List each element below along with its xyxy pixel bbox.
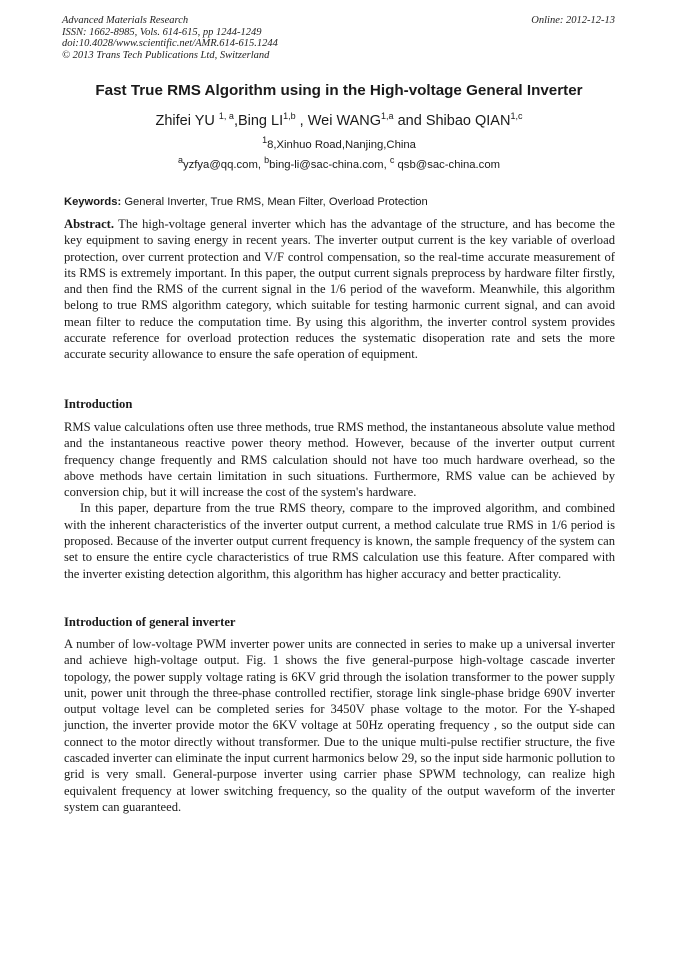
paragraph: RMS value calculations often use three methods, true RMS method, the instantaneous absolute value method and the instantaneous reactive power theory method. However, because of the inverter output current frequency change frequently and RMS calculation should not have too much hardware overhead, so the above methods have certain limitation in such situations. Furthermore, RMS value can be achieved by conversion chip, but it will increase the cost of the system's hardware. xyxy=(64,420,615,500)
abstract-block xyxy=(64,216,615,363)
online-date: Online: 2012-12-13 xyxy=(531,15,615,26)
journal-name: Advanced Materials Research xyxy=(62,15,189,26)
author-separator: , xyxy=(233,113,238,129)
section-body-general-inverter xyxy=(64,636,615,815)
keywords-text: General Inverter, True RMS, Mean Filter, Overload Protection xyxy=(124,196,428,208)
email-address: bing-li@sac-china.com, xyxy=(269,159,387,171)
abstract-label: Abstract. xyxy=(64,217,115,231)
journal-header xyxy=(62,15,278,61)
email-mark: b xyxy=(264,155,270,166)
keywords-line xyxy=(64,195,616,209)
author-affil-mark: 1, a xyxy=(218,111,234,122)
email-mark: c xyxy=(389,155,395,166)
paragraph: In this paper, departure from the true RMS theory, compare to the improved algorithm, and combined with the inherent characteristics of the inverter output current, a method calculate true RMS in 1/6 period is proposed. Because of the inverter output current frequency is known, the sample frequency of the system can set to ensure the entire cycle characteristics of true RMS calculation use this feature. After compared with the inverter existing detection algorithm, this algorithm has higher accuracy and better practicality. xyxy=(64,501,615,581)
author-name: Zhifei YU xyxy=(155,113,215,129)
section-body-introduction xyxy=(64,419,615,582)
affiliation-mark: 1 xyxy=(262,135,268,146)
author-name: Shibao QIAN xyxy=(425,113,511,129)
email-mark: a xyxy=(177,155,183,166)
journal-doi: doi:10.4028/www.scientific.net/AMR.614-615.1244 xyxy=(62,38,278,49)
author-affil-mark: 1,b xyxy=(283,111,296,122)
email-address: yzfya@qq.com, xyxy=(182,159,261,171)
author-name: Wei WANG xyxy=(307,113,382,129)
email-address: qsb@sac-china.com xyxy=(397,159,501,171)
keywords-label: Keywords: xyxy=(64,196,122,208)
author-list xyxy=(40,112,638,130)
affiliation-address: 8,Xinhuo Road,Nanjing,China xyxy=(267,139,416,151)
journal-copyright: © 2013 Trans Tech Publications Ltd, Switzerland xyxy=(62,49,270,61)
abstract-text: The high-voltage general inverter which has the advantage of the structure, and has become the key equipment to saving energy in recent years. The inverter output current is the key variable of overload protection, over current protection and V/F control compensation, so the real-time accurate measurement of its RMS is extremely important. In this paper, the output current signals preprocess by hardware filter firstly, and then find the RMS of the current signal in the 1/6 period of the waveform. Meanwhile, this algorithm belong to true RMS algorithm category, which suitable for testing harmonic current signal, and can avoid mean filter to reduce the computation time. By using this algorithm, the inverter control system provides accurate reference for overload protection reduces the systematic disoperation rate and sets the more accurate security allowance to ensure the safe operation of equipment. xyxy=(64,217,616,362)
affiliation xyxy=(40,135,638,152)
author-affil-mark: 1,a xyxy=(381,111,394,122)
author-separator: , xyxy=(295,113,304,129)
section-heading-introduction: Introduction xyxy=(64,397,133,411)
journal-issn: ISSN: 1662-8985, Vols. 614-615, pp 1244-1249 xyxy=(62,26,262,38)
paper-title: Fast True RMS Algorithm using in the High-voltage General Inverter xyxy=(95,82,583,99)
email-list xyxy=(40,155,638,172)
author-affil-mark: 1,c xyxy=(510,111,523,122)
paragraph: A number of low-voltage PWM inverter power units are connected in series to make up a universal inverter and achieve high-voltage output. Fig. 1 shows the five general-purpose high-voltage cascade inverter topology, the power supply voltage rating is 6KV grid through the isolation transformer to the power supply unit, power unit through the three-phase controlled rectifier, storage link single-phase bridge 690V inverter output voltage level can be completed series for 3450V phase voltage to the motor. For the Y-shaped junction, the inverter provide motor the 6KV voltage at 50Hz operating frequency , so the output side can connect to the motor directly without transformer. Due to the unique multi-pulse rectifier structure, the five cascaded inverter can eliminate the input current harmonics below 29, so the input side harmonic pollution to grid is very small. General-purpose inverter using carrier phase SPWM technology, can realize high equivalent frequency at lower switching frequency, so the quality of the output waveform of the inverter system can guaranteed. xyxy=(64,637,615,814)
author-separator: and xyxy=(393,113,426,129)
section-heading-general-inverter: Introduction of general inverter xyxy=(64,615,236,629)
author-name: Bing LI xyxy=(237,113,284,129)
